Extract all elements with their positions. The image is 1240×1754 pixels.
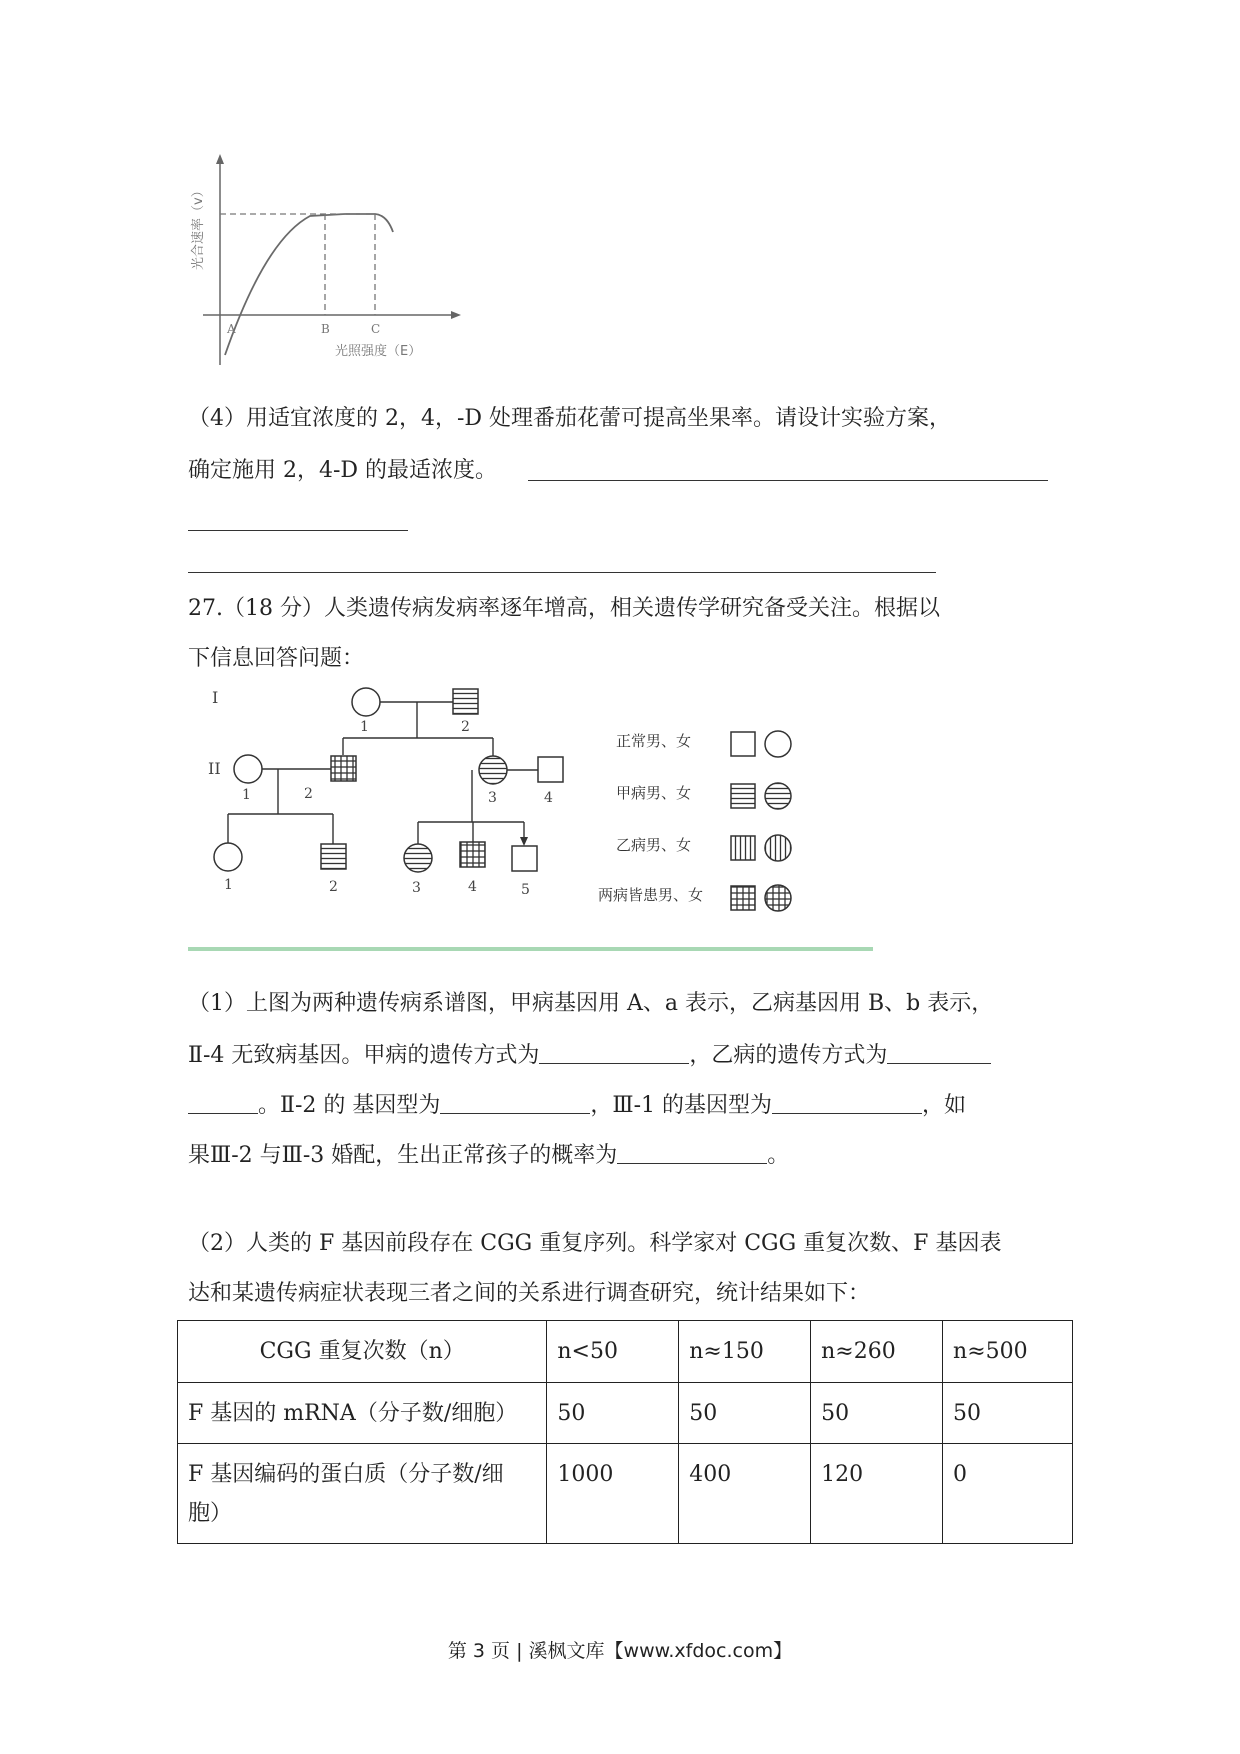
gen3-number-5: 5 bbox=[521, 882, 530, 898]
sub1-line4-text-b: 。 bbox=[767, 1143, 790, 1168]
gen3-number-4: 4 bbox=[468, 879, 477, 895]
table-cell: 0 bbox=[943, 1444, 1073, 1544]
legend-yi-female bbox=[765, 835, 791, 861]
legend-yi-male bbox=[731, 836, 755, 860]
gen3-number-3: 3 bbox=[412, 880, 421, 896]
legend-normal-male bbox=[731, 732, 755, 756]
gen2-number-3: 3 bbox=[488, 790, 497, 806]
gen3-male-2 bbox=[321, 844, 346, 869]
gen1-female-1 bbox=[352, 688, 380, 716]
answer-blank-normal-child-probability[interactable] bbox=[617, 1143, 767, 1164]
sub1-line4-text-a: 果Ⅲ-2 与Ⅲ-3 婚配，生出正常孩子的概率为 bbox=[188, 1143, 618, 1168]
gen2-male-4 bbox=[538, 757, 563, 782]
table-header-cell: n≈500 bbox=[943, 1321, 1073, 1383]
sub1-line4 bbox=[188, 1143, 789, 1167]
answer-blank-jia-inheritance[interactable] bbox=[539, 1043, 689, 1064]
legend-both-male bbox=[731, 886, 755, 910]
gen3-number-1: 1 bbox=[224, 877, 233, 893]
table-cell: 50 bbox=[943, 1382, 1073, 1444]
table-header-cell: n≈260 bbox=[811, 1321, 943, 1383]
x-axis-label: 光照强度（E） bbox=[335, 344, 422, 359]
answer-blank-iii1-genotype[interactable] bbox=[772, 1093, 922, 1114]
sub1-line3-text-b: ，Ⅲ-1 的基因型为 bbox=[590, 1093, 773, 1118]
sub1-line2-text-b: ，乙病的遗传方式为 bbox=[689, 1043, 888, 1068]
table-cell: 50 bbox=[547, 1382, 679, 1444]
q4-answer-blank-2[interactable] bbox=[188, 530, 408, 531]
q4-line1: （4）用适宜浓度的 2，4，-D 处理番茄花蕾可提高坐果率。请设计实验方案， bbox=[188, 406, 952, 431]
legend-normal-label: 正常男、女 bbox=[616, 732, 692, 750]
answer-blank-ii2-genotype[interactable] bbox=[440, 1093, 590, 1114]
legend-yi-label: 乙病男、女 bbox=[616, 836, 692, 854]
gen3-male-4 bbox=[460, 842, 485, 867]
table-row bbox=[178, 1444, 1073, 1544]
gen3-male-5 bbox=[512, 846, 537, 871]
legend-jia-male bbox=[731, 784, 755, 808]
table-cell: F 基因的 mRNA（分子数/细胞） bbox=[178, 1382, 547, 1444]
legend-both-female bbox=[765, 885, 791, 911]
table-header-row bbox=[178, 1321, 1073, 1383]
gen3-female-3 bbox=[404, 844, 432, 872]
x-axis-arrow-icon bbox=[451, 311, 461, 319]
q4-answer-blank-1[interactable] bbox=[528, 480, 1048, 481]
gen2-female-1 bbox=[234, 755, 262, 783]
pedigree-chart bbox=[188, 686, 878, 952]
tick-b: B bbox=[321, 322, 330, 336]
legend-both-label: 两病皆患男、女 bbox=[598, 886, 704, 904]
gen2-number-4: 4 bbox=[544, 790, 553, 806]
table-header-cell: n<50 bbox=[547, 1321, 679, 1383]
table-cell: 400 bbox=[679, 1444, 811, 1544]
sub1-line2-text-a: Ⅱ-4 无致病基因。甲病的遗传方式为 bbox=[188, 1043, 540, 1068]
answer-blank-yi-inheritance-b[interactable] bbox=[188, 1093, 258, 1114]
sub1-line3 bbox=[188, 1093, 966, 1117]
gen1-number-2: 2 bbox=[461, 719, 470, 735]
gen2-male-2 bbox=[331, 756, 356, 781]
gen3-number-2: 2 bbox=[329, 879, 338, 895]
gen2-number-2: 2 bbox=[304, 786, 313, 802]
answer-blank-yi-inheritance-a[interactable] bbox=[887, 1043, 991, 1064]
gen1-number-1: 1 bbox=[360, 719, 369, 735]
q27-line2: 下信息回答问题： bbox=[188, 646, 365, 671]
gen3-female-1 bbox=[214, 843, 242, 871]
page-footer: 第 3 页 | 溪枫文库【www.xfdoc.com】 bbox=[447, 1640, 793, 1662]
rate-curve bbox=[225, 214, 393, 355]
sub1-line2 bbox=[188, 1043, 991, 1067]
q27-line1: 27.（18 分）人类遗传病发病率逐年增高，相关遗传学研究备受关注。根据以 bbox=[188, 596, 940, 621]
sub1-line3-text-c: ，如 bbox=[922, 1093, 967, 1118]
table-header-cell: n≈150 bbox=[679, 1321, 811, 1383]
cgg-data-table bbox=[177, 1320, 1073, 1544]
table-cell: 1000 bbox=[547, 1444, 679, 1544]
q4-line2: 确定施用 2，4-D 的最适浓度。 bbox=[188, 458, 498, 483]
gen-label-2: II bbox=[208, 759, 221, 778]
legend-jia-label: 甲病男、女 bbox=[616, 784, 692, 802]
gen2-number-1: 1 bbox=[242, 787, 251, 803]
y-axis-arrow-icon bbox=[216, 154, 224, 164]
tick-c: C bbox=[371, 322, 381, 336]
sub2-line2: 达和某遗传病症状表现三者之间的关系进行调查研究，统计结果如下： bbox=[188, 1281, 871, 1306]
table-cell: 50 bbox=[679, 1382, 811, 1444]
gen1-male-2 bbox=[453, 689, 478, 714]
legend-jia-female bbox=[765, 783, 791, 809]
gen2-female-3 bbox=[479, 756, 507, 784]
sub1-line3-text-a: 。Ⅱ-2 的 基因型为 bbox=[258, 1093, 441, 1118]
q4-answer-blank-3[interactable] bbox=[188, 572, 936, 573]
table-header-cell: CGG 重复次数（n） bbox=[178, 1321, 547, 1383]
table-cell: 50 bbox=[811, 1382, 943, 1444]
table-row bbox=[178, 1382, 1073, 1444]
legend-normal-female bbox=[765, 731, 791, 757]
light-response-graph bbox=[185, 150, 465, 370]
gen-label-1: I bbox=[212, 688, 219, 707]
y-axis-label: 光合速率（v） bbox=[191, 184, 206, 270]
tick-a: A bbox=[227, 322, 236, 336]
sub1-line1: （1）上图为两种遗传病系谱图，甲病基因用 A、a 表示，乙病基因用 B、b 表示， bbox=[188, 991, 994, 1016]
table-cell: F 基因编码的蛋白质（分子数/细胞） bbox=[178, 1444, 547, 1544]
table-cell: 120 bbox=[811, 1444, 943, 1544]
sub2-line1: （2）人类的 F 基因前段存在 CGG 重复序列。科学家对 CGG 重复次数、F 基因表 bbox=[188, 1231, 1002, 1256]
